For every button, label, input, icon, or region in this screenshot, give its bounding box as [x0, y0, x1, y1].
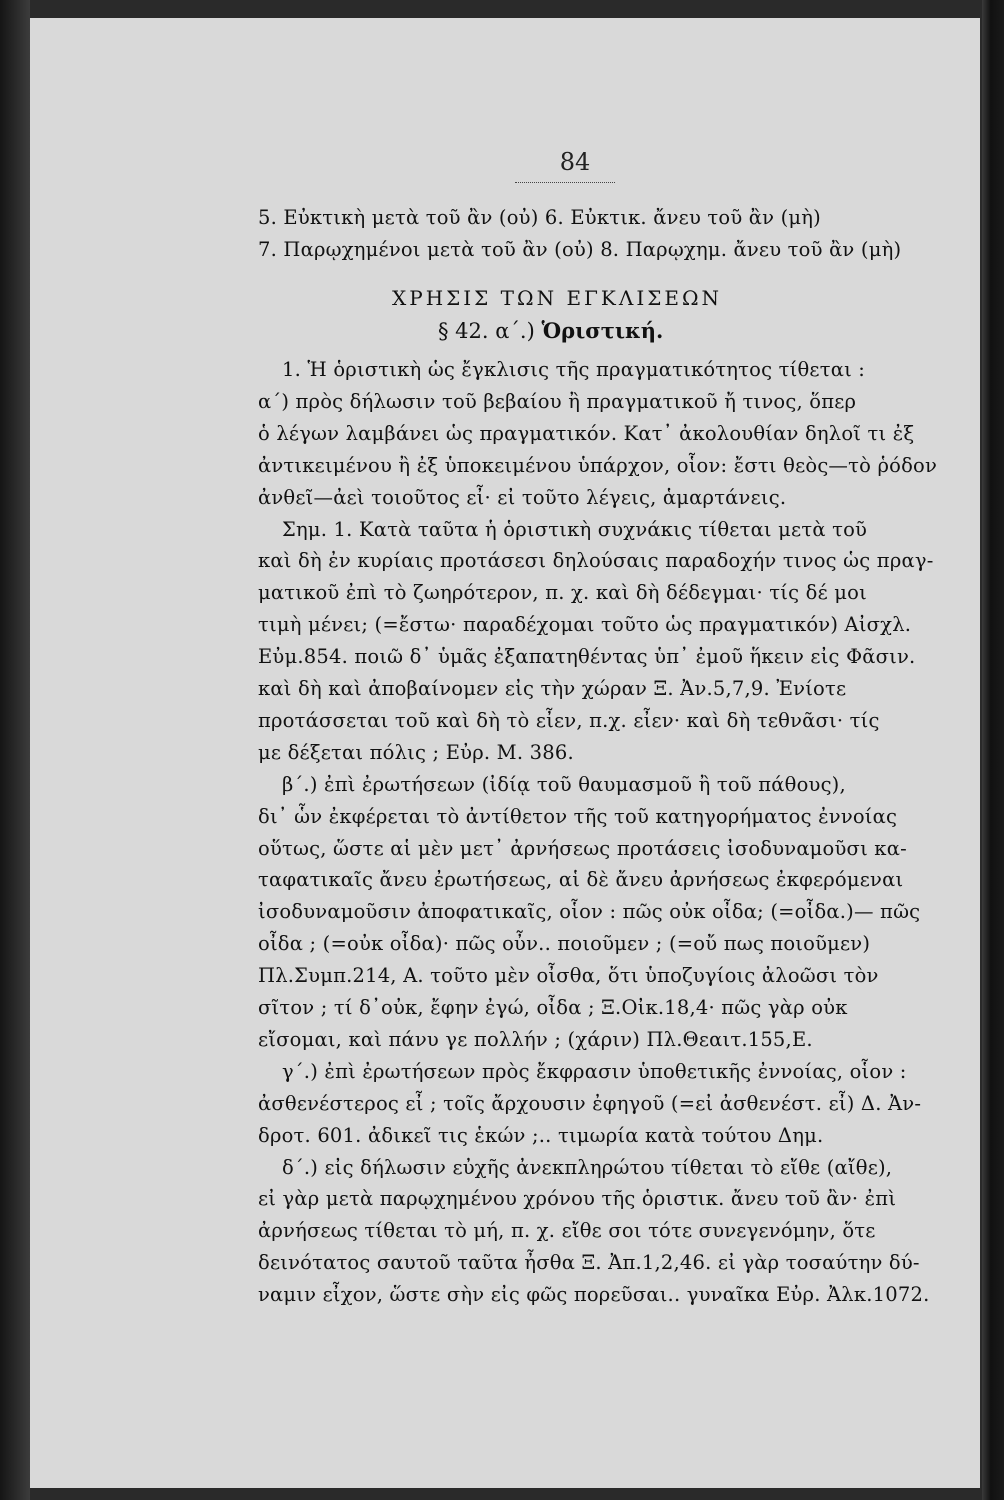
page-number-rule — [515, 182, 615, 183]
body-line: γ΄.) ἐπὶ ἐρωτήσεων πρὸς ἔκφρασιν ὑποθετικῆς ἐννοίας, οἷον : — [282, 1059, 907, 1083]
scan-left-border — [0, 0, 30, 1500]
chapter-heading: ΧΡΗΣΙΣ ΤΩΝ ΕΓΚΛΙΣΕΩΝ — [392, 286, 723, 310]
body-line: ταφατικαῖς ἄνευ ἐρωτήσεως, αἱ δὲ ἄνευ ἀρνήσεως ἐκφερόμεναι — [258, 868, 904, 892]
body-line: δεινότατος σαυτοῦ ταῦτα ἦσθα Ξ. Ἀπ.1,2,46. εἰ γὰρ τοσαύτην δύ- — [258, 1251, 920, 1275]
body-line: ἀντικειμένου ἢ ἐξ ὑποκειμένου ὑπάρχον, οἷον: ἔστι θεὸς—τὸ ῥόδον — [258, 453, 937, 477]
body-line: προτάσσεται τοῦ καὶ δὴ τὸ εἶεν, π.χ. εἶεν· καὶ δὴ τεθνᾶσι· τίς — [258, 708, 880, 732]
body-line: β΄.) ἐπὶ ἐρωτήσεων (ἰδίᾳ τοῦ θαυμασμοῦ ἢ τοῦ πάθους), — [282, 772, 846, 796]
body-line: με δέξεται πόλις ; Εὐρ. Μ. 386. — [258, 740, 574, 764]
mood-list-line-1: 5. Εὐκτικὴ μετὰ τοῦ ἂν (οὐ) 6. Εὐκτικ. ἄνευ τοῦ ἂν (μὴ) — [258, 206, 821, 229]
body-line: ἀρνήσεως τίθεται τὸ μή, π. χ. εἴθε σοι τότε συνεγενόμην, ὅτε — [258, 1219, 876, 1243]
body-line: καὶ δὴ καὶ ἀποβαίνομεν εἰς τὴν χώραν Ξ. Ἀν.5,7,9. Ἐνίοτε — [258, 677, 847, 700]
section-number: § 42. α΄.) — [438, 319, 535, 343]
body-line: Πλ.Συμπ.214, Α. τοῦτο μὲν οἶσθα, ὅτι ὑποζυγίοις ἀλοῶσι τὸν — [258, 964, 879, 988]
page-number: 84 — [559, 148, 591, 176]
body-line: α΄) πρὸς δήλωσιν τοῦ βεβαίου ἢ πραγματικοῦ ἤ τινος, ὅπερ — [258, 389, 857, 413]
body-line: Σημ. 1. Κατὰ ταῦτα ἡ ὁριστικὴ συχνάκις τίθεται μετὰ τοῦ — [282, 517, 868, 541]
body-line: οὕτως, ὥστε αἱ μὲν μετ᾽ ἀρνήσεως προτάσεις ἰσοδυναμοῦσι κα- — [258, 836, 907, 860]
body-line: ἀνθεῖ—ἀεὶ τοιοῦτος εἶ· εἰ τοῦτο λέγεις, ἁμαρτάνεις. — [258, 485, 787, 509]
body-line: εἰ γὰρ μετὰ παρῳχημένου χρόνου τῆς ὁριστικ. ἄνευ τοῦ ἂν· ἐπὶ — [258, 1187, 897, 1211]
body-line: δι᾽ ὧν ἐκφέρεται τὸ ἀντίθετον τῆς τοῦ κατηγορήματος ἐννοίας — [258, 804, 898, 828]
body-line: ἀσθενέστερος εἶ ; τοῖς ἄρχουσιν ἐφηγοῦ (=εἰ ἀσθενέστ. εἶ) Δ. Ἀν- — [258, 1091, 922, 1115]
section-title: Ὁριστική. — [541, 318, 664, 343]
section-heading — [438, 318, 663, 343]
body-line: τιμὴ μένει; (=ἔστω· παραδέχομαι τοῦτο ὡς πραγματικόν) Αἰσχλ. — [258, 613, 912, 637]
body-line: εἴσομαι, καὶ πάνυ γε πολλήν ; (χάριν) Πλ.Θεαιτ.155,Ε. — [258, 1027, 813, 1051]
body-line: Εὐμ.854. ποιῶ δ᾽ ὑμᾶς ἐξαπατηθέντας ὑπ᾽ ἐμοῦ ἥκειν εἰς Φᾶσιν. — [258, 645, 916, 669]
body-line: ναμιν εἶχον, ὥστε σὴν εἰς φῶς πορεῦσαι.. γυναῖκα Εὐρ. Ἀλκ.1072. — [258, 1283, 930, 1307]
body-line: ὁ λέγων λαμβάνει ὡς πραγματικόν. Κατ᾽ ἀκολουθίαν δηλοῖ τι ἐξ — [258, 421, 915, 445]
body-line: καὶ δὴ ἐν κυρίαις προτάσεσι δηλούσαις παραδοχήν τινος ὡς πραγ- — [258, 549, 934, 573]
body-line: ματικοῦ ἐπὶ τὸ ζωηρότερον, π. χ. καὶ δὴ δέδεγμαι· τίς δέ μοι — [258, 581, 867, 605]
body-line: οἶδα ; (=οὐκ οἶδα)· πῶς οὖν.. ποιοῦμεν ; (=οὔ πως ποιοῦμεν) — [258, 932, 871, 956]
body-line: 1. Ἡ ὁριστικὴ ὡς ἔγκλισις τῆς πραγματικότητος τίθεται : — [282, 358, 866, 381]
body-line: σῖτον ; τί δ᾽οὐκ, ἔφην ἐγώ, οἶδα ; Ξ.Οἰκ.18,4· πῶς γὰρ οὐκ — [258, 996, 848, 1019]
mood-list-line-2: 7. Παρῳχημένοι μετὰ τοῦ ἂν (οὐ) 8. Παρῳχημ. ἄνευ τοῦ ἂν (μὴ) — [258, 238, 902, 261]
body-line: δ΄.) εἰς δήλωσιν εὐχῆς ἀνεκπληρώτου τίθεται τὸ εἴθε (αἴθε), — [282, 1155, 893, 1179]
body-line: δροτ. 601. ἀδικεῖ τις ἑκών ;.. τιμωρία κατὰ τούτου Δημ. — [258, 1123, 824, 1147]
body-line: ἰσοδυναμοῦσιν ἀποφατικαῖς, οἷον : πῶς οὐκ οἶδα; (=οἶδα.)— πῶς — [258, 900, 921, 924]
scan-right-border — [982, 0, 1004, 1500]
